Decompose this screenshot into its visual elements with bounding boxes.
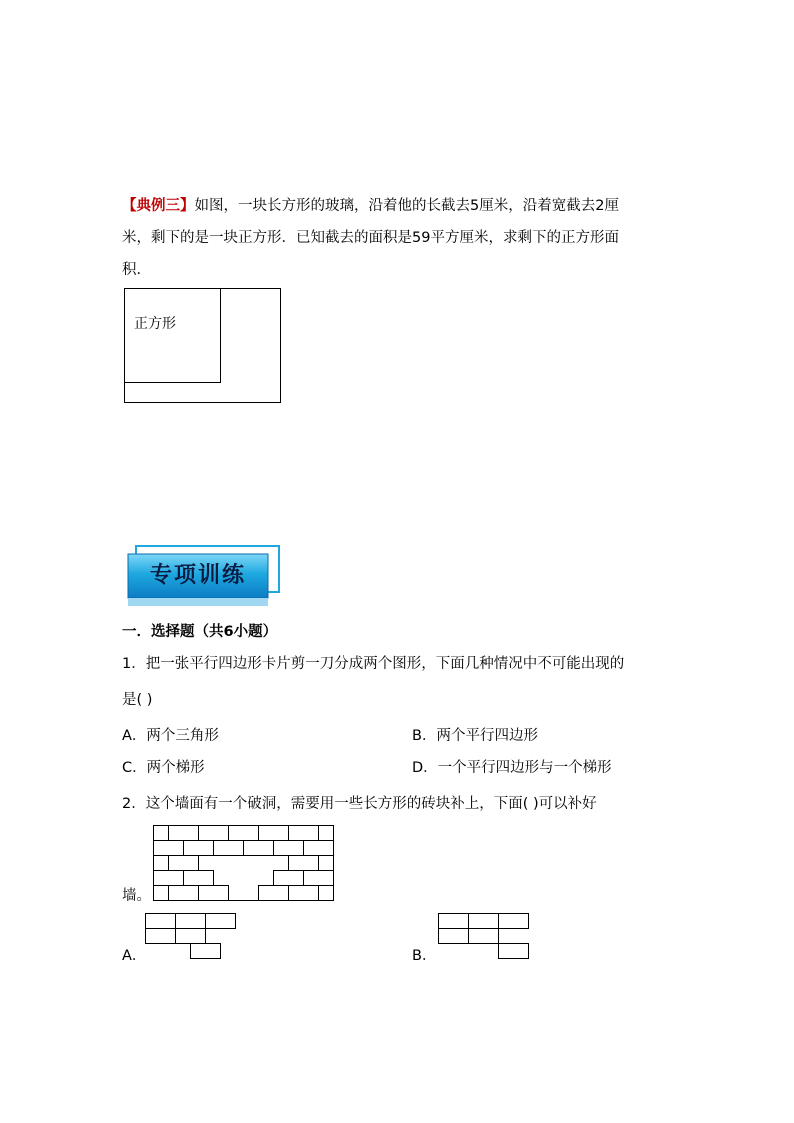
section-heading: 一．选择题（共6小题） bbox=[122, 624, 278, 640]
q1-option-d[interactable]: D．一个平行四边形与一个梯形 bbox=[412, 760, 612, 776]
q2-option-b[interactable]: B． bbox=[412, 948, 437, 964]
example-tag: 【典例三】 bbox=[122, 198, 195, 214]
q1-stem-line-2: 是( ) bbox=[122, 692, 153, 708]
q2-stem-line-1: 2．这个墙面有一个破洞，需要用一些长方形的砖块补上，下面( )可以补好 bbox=[122, 796, 597, 812]
example-line-2: 米，剩下的是一块正方形．已知截去的面积是59平方厘米，求剩下的正方形面 bbox=[122, 230, 619, 246]
q1-stem-line-1: 1．把一张平行四边形卡片剪一刀分成两个图形，下面几种情况中不可能出现的 bbox=[122, 656, 625, 672]
q2-option-a[interactable]: A． bbox=[122, 948, 147, 964]
example-line-1: 【典例三】如图，一块长方形的玻璃，沿着他的长截去5厘米，沿着宽截去2厘 bbox=[122, 198, 619, 214]
q1-option-a[interactable]: A．两个三角形 bbox=[122, 728, 219, 744]
example-line-3: 积． bbox=[122, 262, 151, 278]
q2-stem-line-2: 墙。 bbox=[122, 888, 151, 904]
q1-option-b[interactable]: B．两个平行四边形 bbox=[412, 728, 538, 744]
banner-title: 专项训练 bbox=[149, 562, 246, 588]
q1-option-c[interactable]: C．两个梯形 bbox=[122, 760, 205, 776]
square-label: 正方形 bbox=[134, 316, 176, 332]
